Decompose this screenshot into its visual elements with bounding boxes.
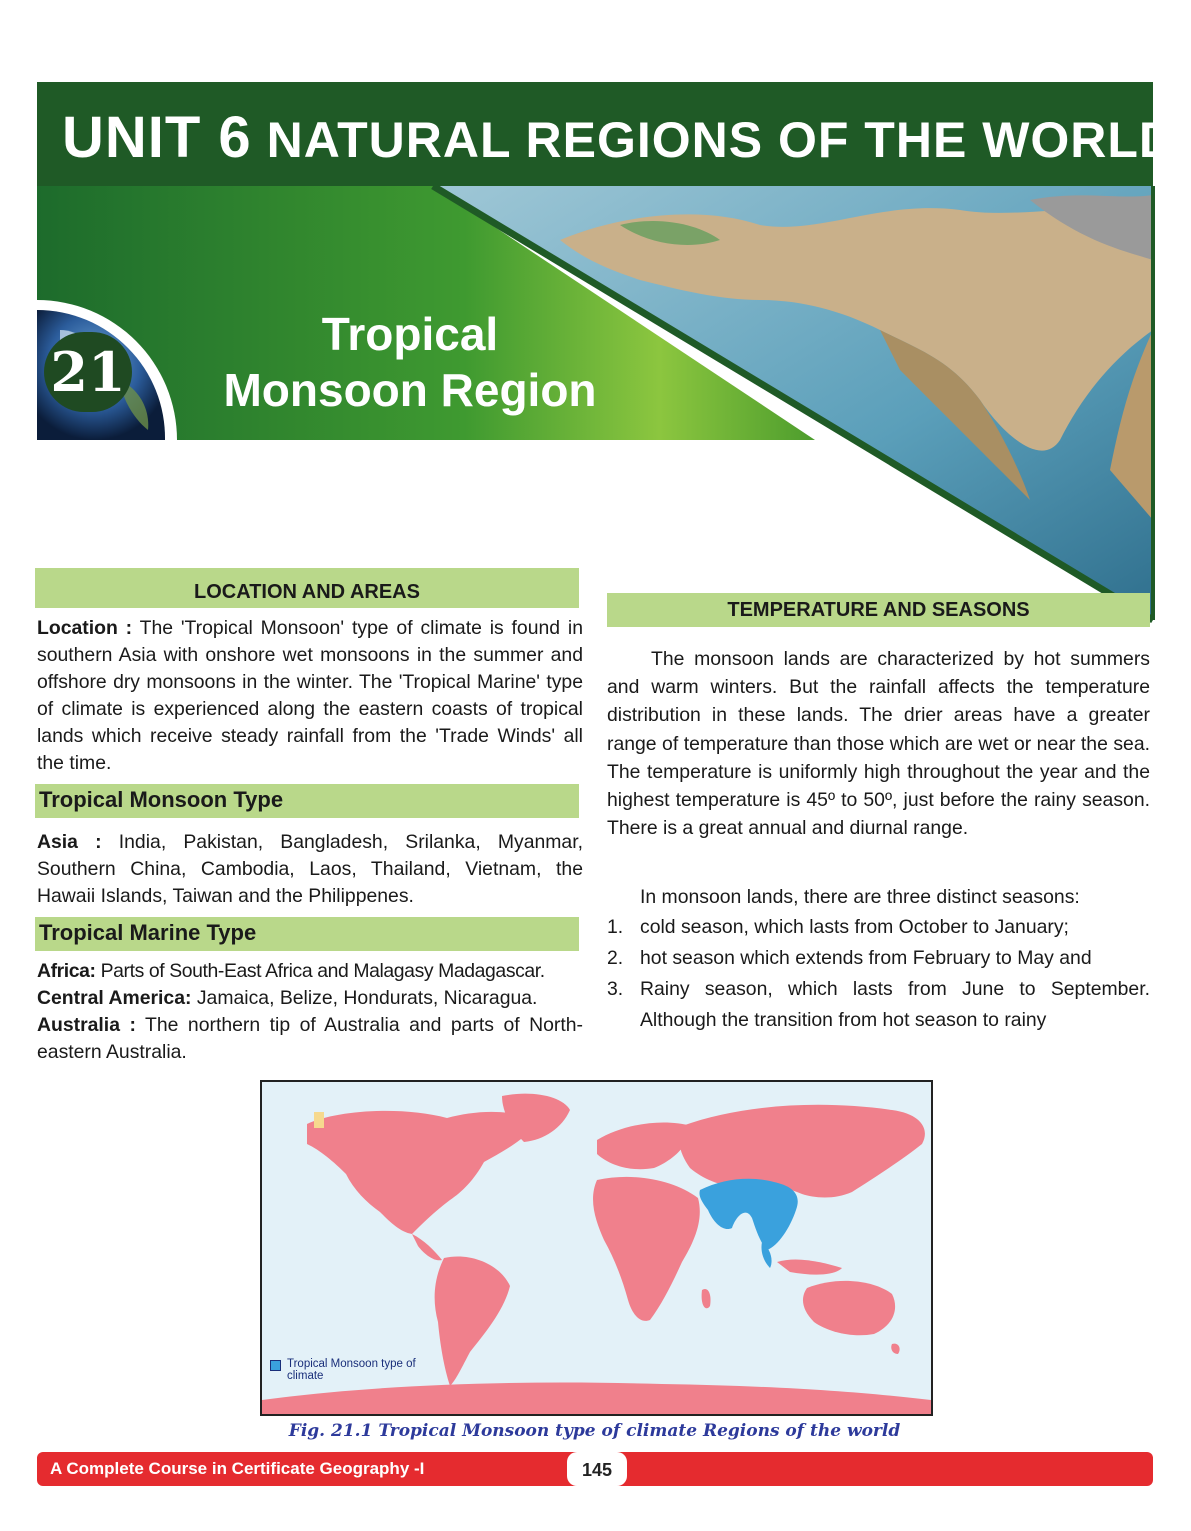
legend-swatch (270, 1360, 281, 1371)
africa-label: Africa: (37, 960, 96, 982)
unit-name: NATURAL REGIONS OF THE WORLD (266, 112, 1177, 168)
list-text: Rainy season, which lasts from June to September. Although the transition from hot season to rainy (640, 978, 1150, 1031)
location-text: The 'Tropical Monsoon' type of climate is found in southern Asia with onshore wet monsoons in the summer and offshore dry monsoons in the winter. The 'Tropical Marine' type of climate is experienced along the eastern coasts of tropical lands which receive steady rainfall from the 'Trade Winds' all the time. (37, 617, 583, 774)
book-title: A Complete Course in Certificate Geography -I (50, 1459, 425, 1478)
asia-paragraph (37, 829, 583, 910)
temperature-heading: TEMPERATURE AND SEASONS (607, 593, 1150, 627)
map-highlight-strip (314, 1112, 324, 1128)
chapter-title-line2: Monsoon Region (223, 364, 597, 416)
legend-label: Tropical Monsoon type of climate (287, 1358, 416, 1382)
list-item (607, 912, 1150, 943)
figure-caption: Fig. 21.1 Tropical Monsoon type of climate Regions of the world (288, 1421, 901, 1441)
unit-label: UNIT 6 (62, 105, 252, 170)
asia-text: India, Pakistan, Bangladesh, Srilanka, Myanmar, Southern China, Cambodia, Laos, Thailand, Vietnam, the Hawaii Islands, Taiwan and the Philippenes. (37, 831, 583, 907)
australia-text: The northern tip of Australia and parts of North-eastern Australia. (37, 1014, 583, 1063)
list-number: 3. (607, 978, 624, 1000)
asia-label: Asia : (37, 831, 102, 853)
australia-line (37, 1012, 583, 1066)
list-number: 1. (607, 916, 624, 938)
chapter-number-badge: 21 (44, 332, 132, 412)
australia-label: Australia : (37, 1014, 136, 1036)
marine-type-heading: Tropical Marine Type (35, 917, 579, 951)
location-paragraph (37, 615, 583, 777)
central-america-label: Central America: (37, 987, 192, 1009)
seasons-intro: In monsoon lands, there are three distinct seasons: (640, 886, 1080, 908)
central-america-text: Jamaica, Belize, Hondurats, Nicaragua. (196, 987, 538, 1009)
location-heading: LOCATION AND AREAS (35, 568, 579, 608)
list-item (607, 943, 1150, 974)
list-text: cold season, which lasts from October to January; (640, 916, 1069, 938)
africa-text: Parts of South-East Africa and Malagasy Madagascar. (100, 960, 545, 982)
list-text: hot season which extends from February to May and (640, 947, 1092, 969)
monsoon-type-heading: Tropical Monsoon Type (35, 784, 579, 818)
marine-paragraph (37, 958, 583, 1066)
chapter-title-line1: Tropical (321, 308, 499, 360)
africa-line (37, 958, 583, 985)
list-number: 2. (607, 947, 624, 969)
seasons-list (607, 912, 1150, 1036)
list-item (607, 974, 1150, 1036)
page-number: 145 (567, 1452, 627, 1486)
world-climate-map (260, 1080, 933, 1416)
central-america-line (37, 985, 583, 1012)
chapter-title (200, 306, 620, 418)
location-label: Location : (37, 617, 133, 639)
temperature-paragraph: The monsoon lands are characterized by hot summers and warm winters. But the rainfall affects the temperature distribution in these lands. The drier areas have a greater range of temperature than those which are wet or near the sea. The temperature is uniformly high throughout the year and the highest temperature is 45º to 50º, just before the rainy season. There is a great annual and diurnal range. (607, 648, 1150, 840)
